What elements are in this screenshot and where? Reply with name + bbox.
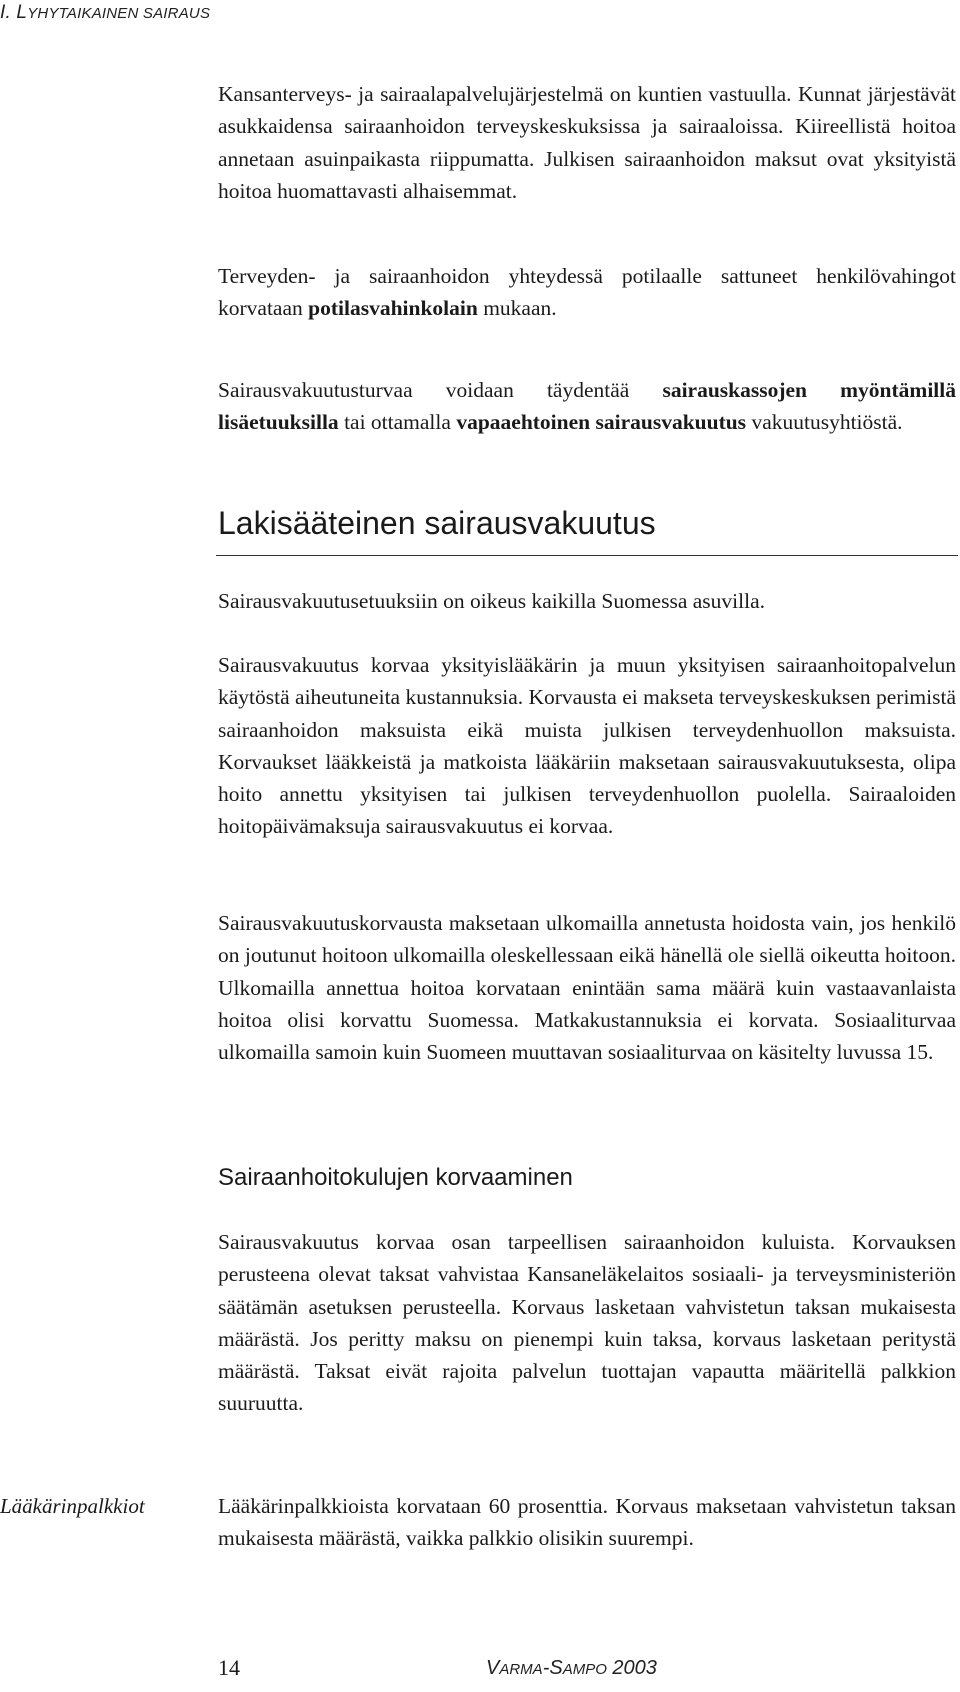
footer-brand-ampo: AMPO <box>562 1661 607 1678</box>
intro-paragraph-1: Kansanterveys- ja sairaalapalvelujärjestelmä on kuntien vastuulla. Kunnat järjestävät asukkaidensa sairaanhoidon terveyskeskuksissa ja sairaaloissa. Kiireellistä hoitoa annetaan asuinpaikasta riippumatta. Julkisen sairaanhoidon maksut ovat yksityistä hoitoa huomattavasti alhaisemmat. <box>218 82 956 203</box>
running-head-smallcaps: YHYTAIKAINEN SAIRAUS <box>27 5 211 22</box>
subsection-paragraph-2: Lääkärinpalkkioista korvataan 60 prosenttia. Korvaus maksetaan vahvistetun taksan mukaisesta määrästä, vaikka palkkio olisikin suurempi. <box>218 1494 956 1551</box>
intro-p3-text-c: tai ottamalla <box>338 410 457 435</box>
running-head-prefix: I. L <box>0 2 28 23</box>
side-note-laakarinpalkkiot: Lääkärinpalkkiot <box>0 1494 145 1518</box>
intro-p3-text-a: Sairausvakuutusturvaa voidaan täydentää <box>218 378 663 402</box>
section-heading: Lakisääteinen sairausvakuutus <box>218 505 656 541</box>
section-paragraph-2: Sairausvakuutus korvaa yksityislääkärin ja muun yksityisen sairaanhoitopalvelun käytöstä aiheutuneita kustannuksia. Korvausta ei makseta terveyskeskuksen perimistä sairaanhoidon maksuista eikä muista julkisen terveydenhuollon maksuista. Korvaukset lääkkeistä ja matkoista lääkäriin maksetaan sairausvakuutuksesta, olipa hoito annettu yksityisen tai julkisen terveydenhuollon puolella. Sairaaloiden hoitopäivämaksuja sairausvakuutus ei korvaa. <box>218 653 956 839</box>
footer-brand-v: V <box>486 1657 500 1679</box>
sairauskassat-term: sairauskassojen myöntämillä lisäetuuksilla <box>218 378 956 435</box>
section-heading-rule <box>216 555 958 556</box>
subsection-paragraph-1: Sairausvakuutus korvaa osan tarpeellisen sairaanhoidon kuluista. Korvauksen perusteena olevat taksat vahvistaa Kansaneläkelaitos sosiaali- ja terveysministeriön säätämän asetuksen perusteella. Korvaus lasketaan vahvistetun taksan mukaisesta määrästä. Jos peritty maksu on pienempi kuin taksa, korvaus lasketaan peritystä määrästä. Taksat eivät rajoita palvelun tuottajan vapautta määritellä palkkion suuruutta. <box>218 1230 956 1416</box>
page-number: 14 <box>218 1655 240 1680</box>
intro-paragraph-3 <box>218 374 956 439</box>
section-paragraph-3: Sairausvakuutuskorvausta maksetaan ulkomailla annetusta hoidosta vain, jos henkilö on joutunut hoitoon ulkomailla oleskellessaan eikä hänellä ole siellä oikeutta hoitoon. Ulkomailla annettua hoitoa korvataan enintään sama määrä kuin vastaavanlaista hoitoa olisi korvattu Suomessa. Matkakustannuksia ei korvata. Sosiaaliturvaa ulkomailla samoin kuin Suomeen muuttavan sosiaaliturvaa on käsitelty luvussa 15. <box>218 911 956 1065</box>
running-head <box>0 2 210 24</box>
footer-brand <box>486 1657 657 1680</box>
footer-brand-arma: ARMA <box>499 1661 543 1678</box>
vapaaehtoinen-vakuutus-term: vapaaehtoinen sairausvakuutus <box>456 410 747 435</box>
intro-p2-text-b: mukaan. <box>477 296 557 321</box>
section-paragraph-1: Sairausvakuutusetuuksiin on oikeus kaikilla Suomessa asuvilla. <box>218 589 765 613</box>
intro-p3-text-e: vakuutusyhtiöstä. <box>746 410 903 435</box>
intro-paragraph-2 <box>218 260 956 325</box>
intro-p2-text-a: Terveyden- ja sairaanhoidon yhteydessä potilaalle sattuneet henkilövahingot korvataan <box>218 264 956 321</box>
potilasvahinkolaki-term: potilasvahinkolain <box>308 296 478 321</box>
footer-brand-dash: -S <box>542 1657 563 1679</box>
footer-brand-year: 2003 <box>606 1657 657 1679</box>
subsection-heading: Sairaanhoitokulujen korvaaminen <box>218 1164 573 1191</box>
